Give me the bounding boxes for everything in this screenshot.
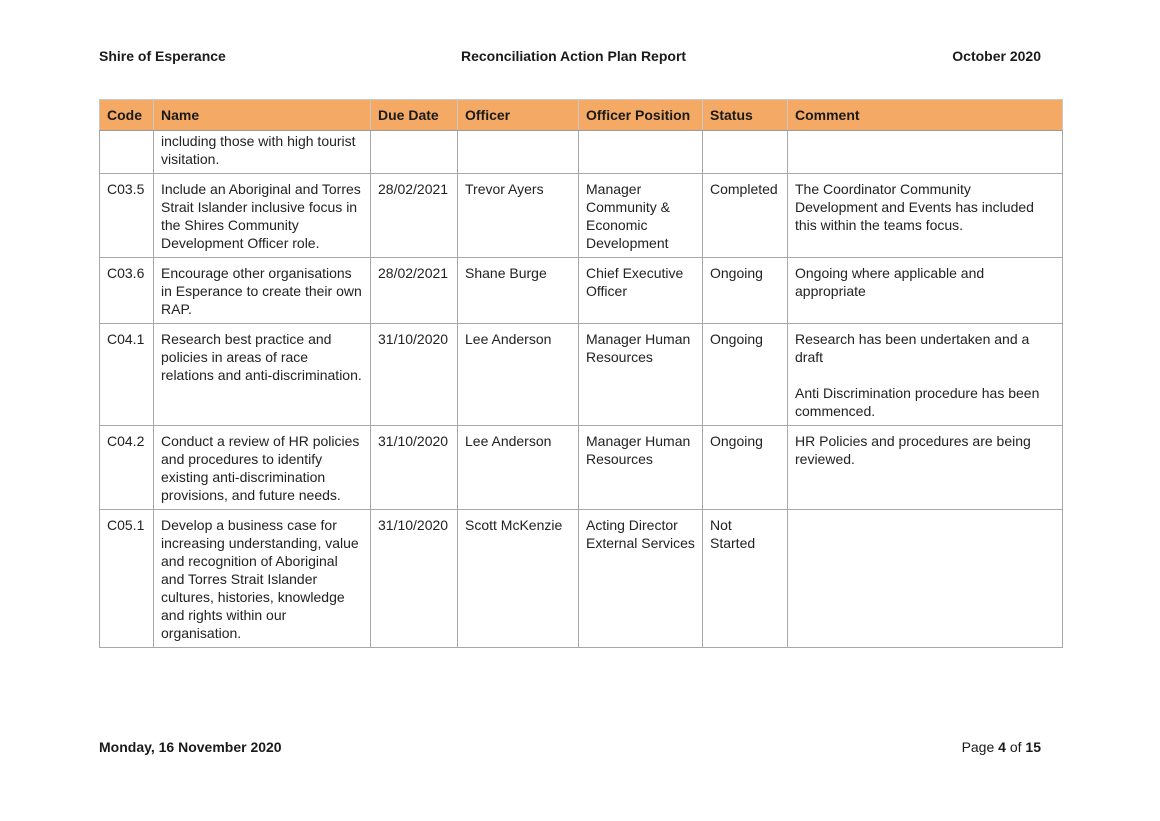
cell-position: Acting Director External Services	[579, 510, 703, 648]
cell-comment	[788, 426, 1063, 510]
report-title: Reconciliation Action Plan Report	[461, 48, 687, 64]
cell-due-date: 31/10/2020	[371, 426, 458, 510]
table-row	[100, 174, 1063, 258]
cell-due-date: 31/10/2020	[371, 510, 458, 648]
cell-comment	[788, 510, 1063, 648]
cell-name: Research best practice and policies in areas of race relations and anti-discrimination.	[154, 324, 371, 426]
cell-due-date: 31/10/2020	[371, 324, 458, 426]
cell-officer: Shane Burge	[458, 258, 579, 324]
cell-code: C03.5	[100, 174, 154, 258]
column-header-comment: Comment	[788, 100, 1063, 131]
cell-status: Ongoing	[703, 258, 788, 324]
cell-comment	[788, 174, 1063, 258]
table-header-row	[100, 100, 1063, 131]
cell-position	[579, 131, 703, 174]
column-header-officer-position: Officer Position	[579, 100, 703, 131]
report-date: Monday, 16 November 2020	[99, 739, 282, 755]
column-header-due-date: Due Date	[371, 100, 458, 131]
cell-name: Develop a business case for increasing understanding, value and recognition of Aboriginal and Torres Strait Islander cultures, histories, knowledge and rights within our organisation.	[154, 510, 371, 648]
table-row	[100, 426, 1063, 510]
page-label: Page	[961, 739, 995, 755]
cell-code: C05.1	[100, 510, 154, 648]
page-current: 4	[998, 739, 1006, 755]
report-period: October 2020	[952, 48, 1041, 64]
cell-status: Ongoing	[703, 426, 788, 510]
page-total: 15	[1025, 739, 1041, 755]
cell-code: C04.1	[100, 324, 154, 426]
cell-comment	[788, 258, 1063, 324]
cell-position: Chief Executive Officer	[579, 258, 703, 324]
cell-officer: Lee Anderson	[458, 426, 579, 510]
table-row	[100, 510, 1063, 648]
cell-due-date	[371, 131, 458, 174]
cell-status	[703, 131, 788, 174]
cell-officer: Scott McKenzie	[458, 510, 579, 648]
cell-officer: Trevor Ayers	[458, 174, 579, 258]
cell-name: Include an Aboriginal and Torres Strait Islander inclusive focus in the Shires Community Development Officer role.	[154, 174, 371, 258]
cell-comment	[788, 324, 1063, 426]
comment-paragraph: Ongoing where applicable and appropriate	[795, 265, 985, 299]
cell-status: Completed	[703, 174, 788, 258]
cell-name: Conduct a review of HR policies and procedures to identify existing anti-discrimination provisions, and future needs.	[154, 426, 371, 510]
column-header-officer: Officer	[458, 100, 579, 131]
comment-paragraph: HR Policies and procedures are being reviewed.	[795, 433, 1031, 467]
table-row	[100, 258, 1063, 324]
cell-due-date: 28/02/2021	[371, 174, 458, 258]
table-row-continuation	[100, 131, 1063, 174]
page-number	[962, 739, 1041, 755]
cell-name: Encourage other organisations in Esperance to create their own RAP.	[154, 258, 371, 324]
cell-comment	[788, 131, 1063, 174]
cell-code: C04.2	[100, 426, 154, 510]
cell-due-date: 28/02/2021	[371, 258, 458, 324]
comment-paragraph: The Coordinator Community Development and Events has included this within the teams focus.	[795, 181, 1034, 233]
cell-name: including those with high tourist visitation.	[154, 131, 371, 174]
column-header-name: Name	[154, 100, 371, 131]
column-header-code: Code	[100, 100, 154, 131]
cell-code: C03.6	[100, 258, 154, 324]
cell-code	[100, 131, 154, 174]
cell-status: Ongoing	[703, 324, 788, 426]
cell-officer: Lee Anderson	[458, 324, 579, 426]
table-row	[100, 324, 1063, 426]
organisation-name: Shire of Esperance	[99, 48, 226, 64]
cell-position: Manager Community & Economic Development	[579, 174, 703, 258]
cell-position: Manager Human Resources	[579, 426, 703, 510]
cell-position: Manager Human Resources	[579, 324, 703, 426]
cell-officer	[458, 131, 579, 174]
comment-paragraph: Research has been undertaken and a draft	[795, 331, 1030, 365]
cell-status: Not Started	[703, 510, 788, 648]
rap-table	[99, 99, 1063, 648]
column-header-status: Status	[703, 100, 788, 131]
page-of: of	[1009, 739, 1022, 755]
comment-paragraph: Anti Discrimination procedure has been commenced.	[795, 385, 1040, 419]
